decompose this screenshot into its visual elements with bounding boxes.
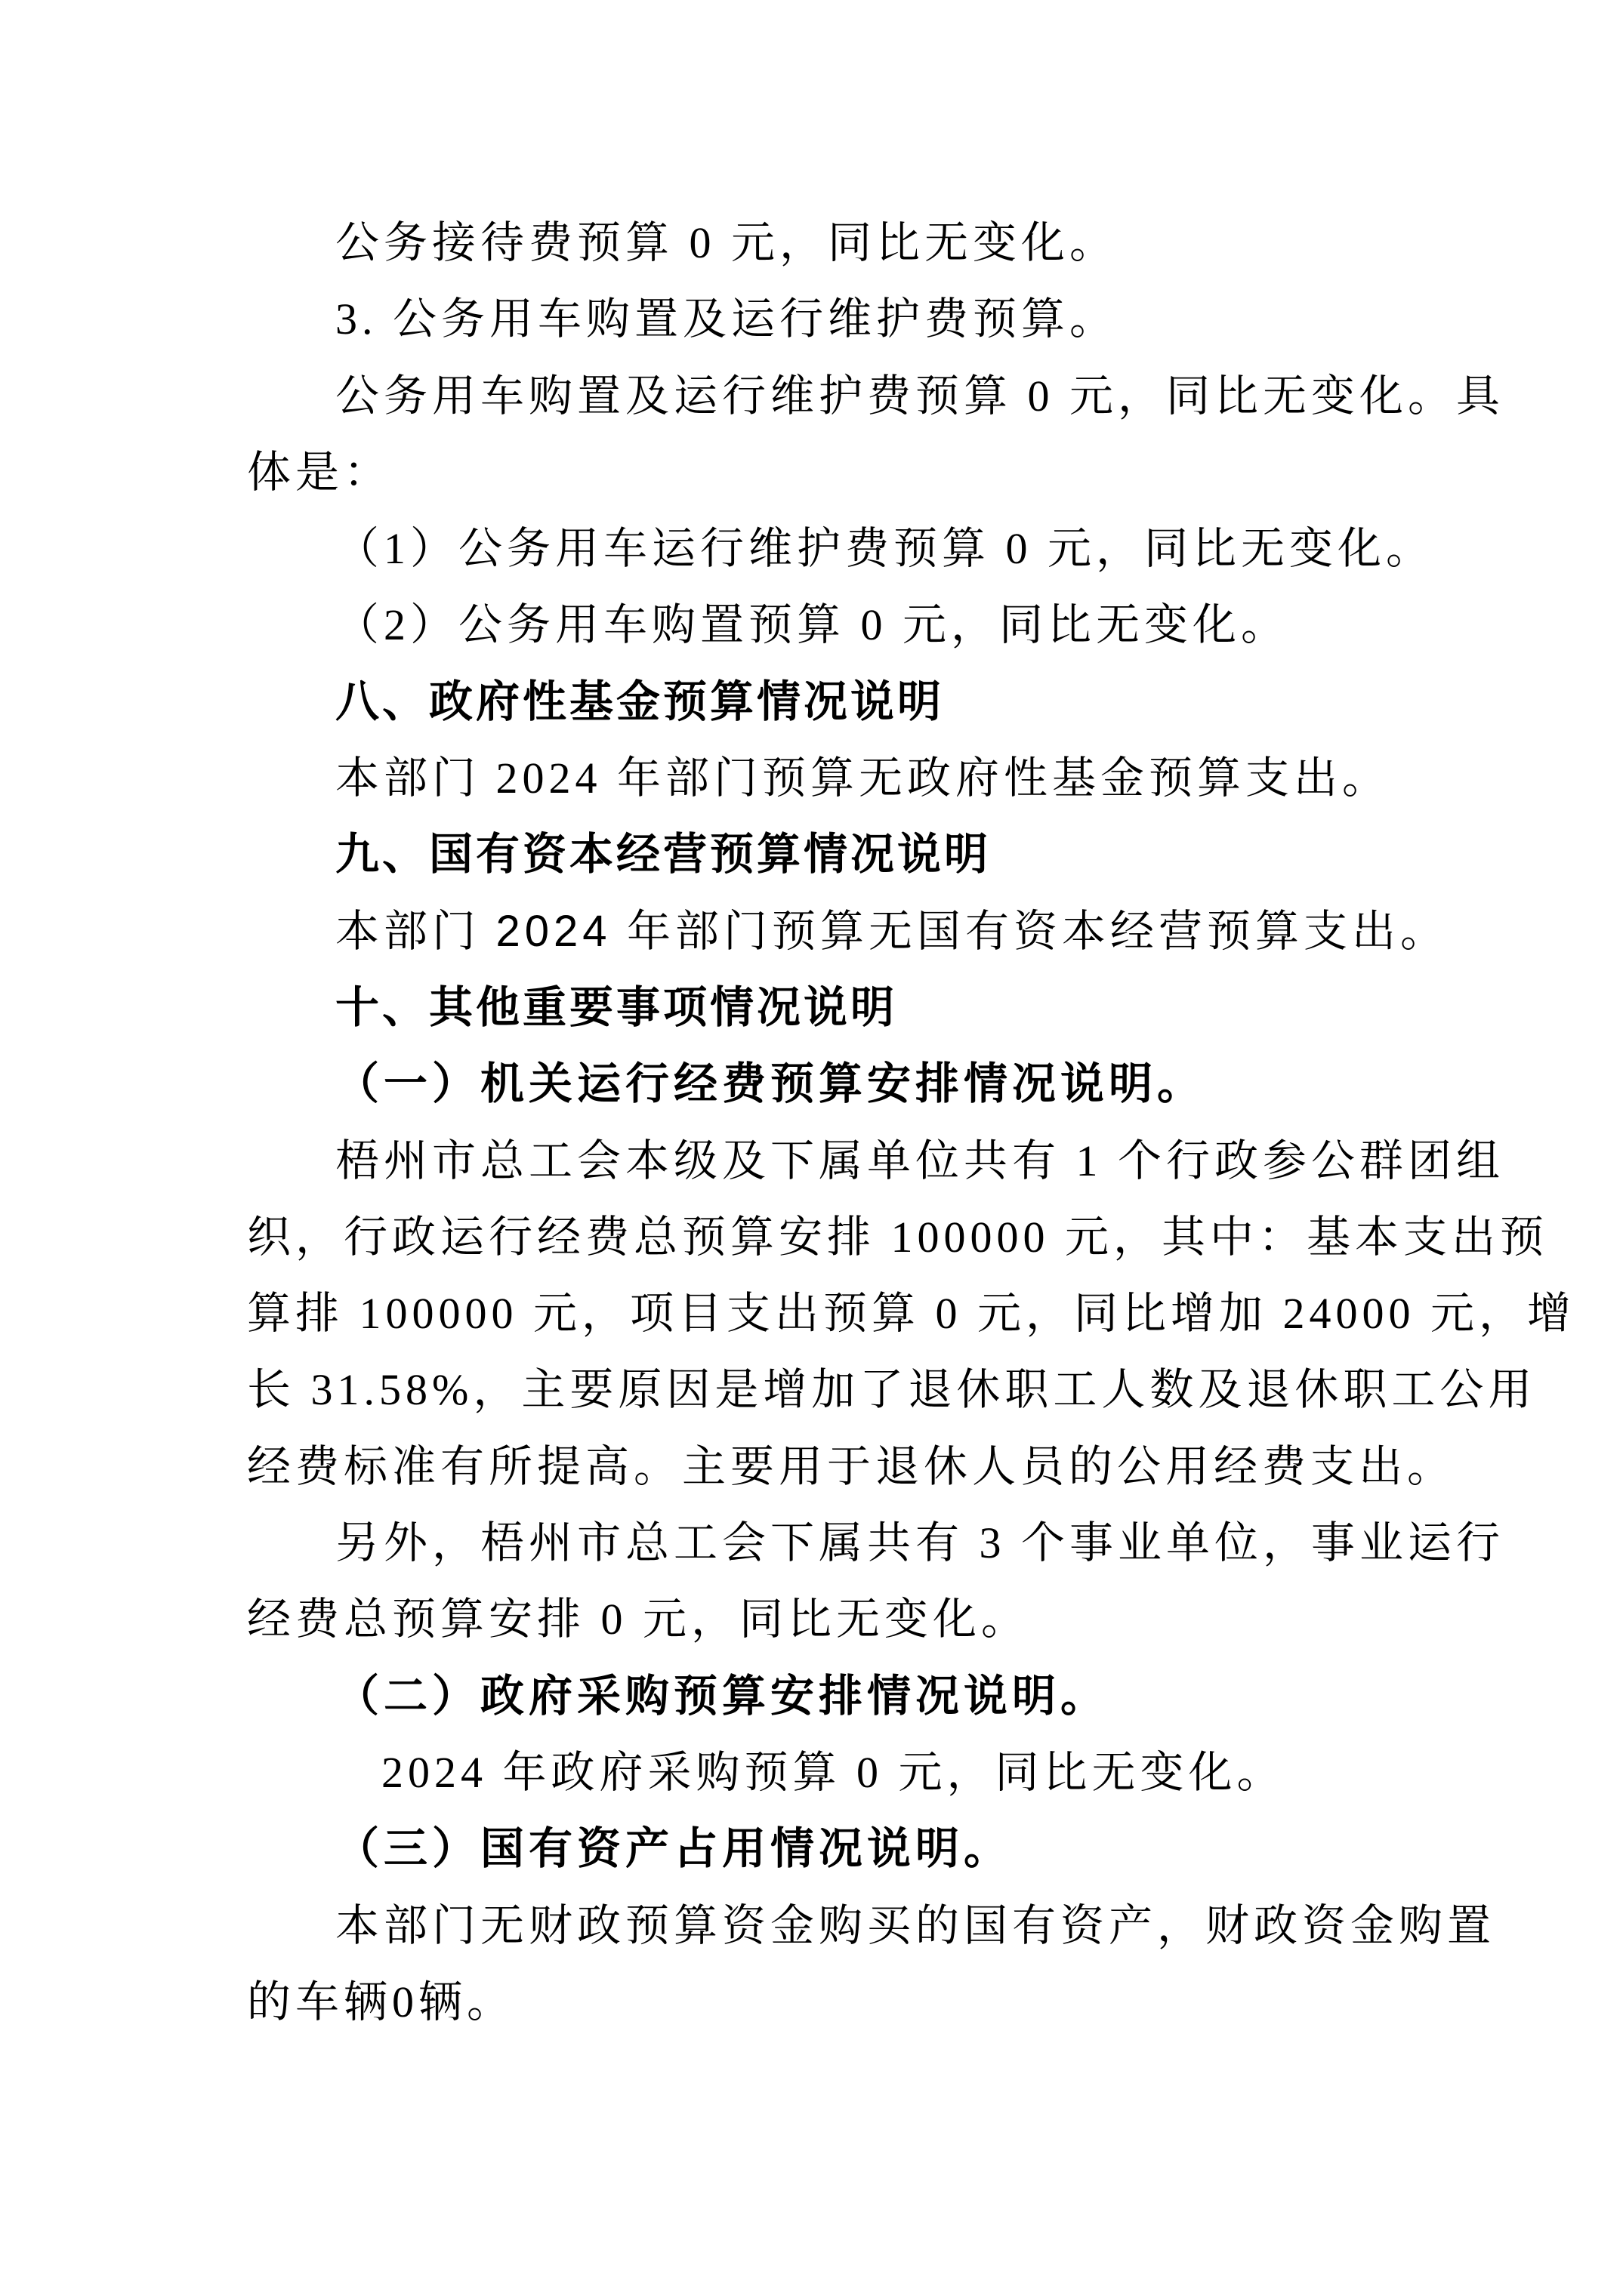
text-run: 年部门预算无国有资本经营预算支出。: [611, 906, 1449, 956]
digit-run: 2024: [495, 906, 612, 956]
text-line: 公务接待费预算 0 元，同比无变化。: [335, 218, 1119, 267]
text-line: [247, 893, 1449, 969]
section-heading: 九、国有资本经营预算情况说明: [335, 830, 992, 880]
text-line: 2024 年政府采购预算 0 元，同比无变化。: [381, 1747, 1285, 1797]
text-line: （1）公务用车运行维护费预算 0 元，同比无变化。: [335, 524, 1435, 574]
text-line: 另外，梧州市总工会下属共有 3 个事业单位，事业运行: [335, 1518, 1505, 1568]
text-line: 体是：: [247, 447, 393, 497]
text-line: 本部门无财政预算资金购买的国有资产，财政资金购置: [335, 1900, 1496, 1950]
section-heading: 十、其他重要事项情况说明: [335, 982, 898, 1032]
text-line: （2）公务用车购置预算 0 元，同比无变化。: [335, 600, 1290, 650]
text-line: 经费标准有所提高。主要用于退休人员的公用经费支出。: [247, 1441, 1456, 1491]
subsection-heading: （三）国有资产占用情况说明。: [335, 1824, 1013, 1874]
text-line: 公务用车购置及运行维护费预算 0 元，同比无变化。具: [335, 371, 1505, 421]
text-line: 梧州市总工会本级及下属单位共有 1 个行政参公群团组: [335, 1136, 1505, 1185]
text-run: 本部门: [335, 906, 496, 956]
subsection-heading: （二）政府采购预算安排情况说明。: [335, 1671, 1109, 1721]
text-line: 算排 100000 元，项目支出预算 0 元，同比增加 24000 元，增: [247, 1289, 1576, 1339]
subsection-heading: （一）机关运行经费预算安排情况说明。: [335, 1059, 1206, 1109]
text-line: 本部门 2024 年部门预算无政府性基金预算支出。: [335, 754, 1391, 803]
section-heading: 八、政府性基金预算情况说明: [335, 676, 945, 726]
text-line: 长 31.58%，主要原因是增加了退休职工人数及退休职工公用: [247, 1365, 1537, 1415]
document-lines: [247, 205, 1576, 2040]
text-line: 3. 公务用车购置及运行维护费预算。: [335, 294, 1119, 344]
text-line: 的车辆0辆。: [247, 1977, 516, 2026]
text-line: 经费总预算安排 0 元，同比无变化。: [247, 1595, 1030, 1644]
text-line: 织，行政运行经费总预算安排 100000 元，其中：基本支出预: [247, 1212, 1549, 1262]
